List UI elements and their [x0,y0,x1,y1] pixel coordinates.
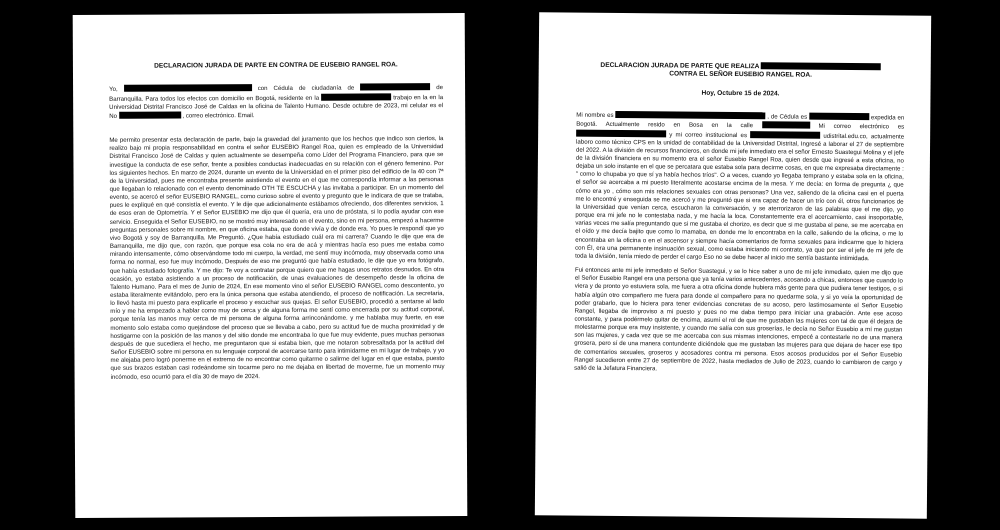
intro-paragraph [109,83,443,120]
redaction-bar [360,84,430,91]
redaction-bar [124,84,252,92]
redaction-bar [809,113,869,121]
document-date: Hoy, Octubre 15 de 2024. [701,89,780,98]
redaction-bar [615,111,765,119]
redaction-bar [762,122,810,129]
intro-text: , correo electrónico. Email. [182,111,255,120]
declaration-paragraph-1 [575,111,904,264]
body-text: udistrital.edu.co, [823,132,868,140]
redaction-bar [119,111,181,118]
document-title: DECLARACION JURADA DE PARTE EN CONTRA DE EUSEBIO RANGEL ROA. [154,61,398,70]
document-subtitle: CONTRA EL SEÑOR EUSEBIO RANGEL ROA. [669,70,813,80]
declaration-body: Me permito presentar esta declaración de parte, bajo la gravedad del juramento que los hechos que indico son ciertos, la realizo bajo mi propia responsabilidad en contra el señor EUSEBIO Rangel Roa, quien es empleado de la Universidad Distrital Francisco José de Caldas y quien actualmente se desempeña como Líder del Programa Financiero, para que se investigue la conducta de ese señor, frente a posibles conductas inadecuadas en su relación con el género femenino. Por los siguientes hechos. En marzo de 2024, durante un evento de la Universidad en el primer piso del edificio de la 40 con 7ª de la Universidad, pues me encontraba presente asistiendo el evento en el que me correspondía informar a las personas que llegaban lo relacionado con el evento denominado OTH TE ESCUCHA y las invitaba a participar. En un momento del evento, se acercó el señor EUSEBIO RANGEL, como curioso sobre el evento y pregunto que le indicara de que se trataba, pues le expliqué en qué consistía el evento. Y le dije que adicionalmente estábamos ofreciendo, dos diferentes servicios, 1 de esos eran de Optometría. Y el Señor EUSEBIO me dijo que él quería, era uno de próstata, si lo podía ayudar con ese servicio. Enseguida el Señor EUSEBIO, no se mostró muy interesado en el evento, sino en mi persona, empezó a hacerme preguntas personales sobre mi nombre, en que oficina estaba, que donde vivía y de donde era. Yo pues le respondí que yo vivo Bogotá y soy de Barranquilla. Me Preguntó. ¿Que había estudiado cuál era mi carrera? Cuando le dije que era de Barranquilla, me dijo que, con razón, que porque esa cola no era de acá y mientras hacía eso pues me estaba como mirando intensamente, cómo observándome todo mi cuerpo, la verdad, me sentí muy incómoda, muy observada como una forma no normal, eso fue muy incómodo, Después de eso me preguntó que había estudiado, le dije que yo era fotógrafo, que había estudiado fotografía. Y me dijo: Te voy a contratar porque quiero que me hagas unos retratos desnudos. En otra ocasión, yo estaba asistiendo a un proceso de notificación, de unas evaluaciones de desempeño desde la oficina de Talento Humano. Para el mes de Junio de 2024, En ese momento vino el señor EUSEBIO RANGEL como descontento, yo estaba literalmente evitándolo, pero era la única persona que estaba atendiendo, el proceso de notificación. La secretaria, lo llevó hasta mi puesto para explicarle el proceso y escuchar sus quejas. El señor EUSEBIO, procedió a sentarse al lado mío y me ha empezado a hablar como muy de cerca y de alguna forma me sentí como encerrada por su actitud corporal, porque tenía las manos muy cerca de mi persona de alguna forma arrinconándome. y me hablaba muy fuerte, en ese momento solo estaba como quejándose del proceso que se llevaba a cabo, pero su actitud fue de mucha proximidad y de hostigarme con la posición de las manos y del sitio donde me encontraba lo que fue muy evidente, pues muchas personas después de que sucediera el hecho, me preguntaron que si estaba bien, que me notaron sobresaltada por la actitud del Señor EUSEBIO sobre mi persona en su lenguaje corporal de acercarse tanto para intimidarme en mi lugar de trabajo, y yo me alejaba pero logró ponerme en el extremo de no encontrar como quitarme o salirme del lugar en el que estaba, puesto que sus brazos estaban casi rodeándome sin tocarme pero no me dejaba en libertad de moverme, fue un momento muy incómodo, eso ocurrió para el día 30 de mayo de 2024. [109,135,445,381]
declaration-paragraph-2: Fui entonces ante mi jefe inmediato el Señor Suastegui, y se lo hice saber a uno de mi jefe inmediato, quien me dijo que el Señor Eusebio Rangel era una persona que ya tenía varios antecedentes, acosando a chicas, entonces que cuando lo viera y de pronto yo estuviera sola, me fuera a otra oficina donde hubiera más gente para que pudiera tener testigos, o si había algún otro compañero me fuera para donde el compañero para no quedarme sola, y si yo veía la oportunidad de poder grabarlo, que lo hiciera para tener evidencias concretas de su acoso, pero lastimosamente el Señor Eusebio Rangel, llegaba de improviso a mi puesto y pues no me daba tiempo para iniciar una grabación. Ante ese acoso constante, y para podérmelo quitar de encima, asumí el rol de que me gustaban las mujeres con tal de que él dejara de molestarme porque era muy insistente, y cuando me salía con sus groserías, le decía no Señor Eusebio a mí me gustan son las mujeres, y cada vez que se me acercaba con sus mismas intenciones, empecé a contestarle no de una manera grosera, pero sí de una manera contundente diciéndole que me gustaban las mujeres para que dejara de hacer ese tipo de comentarios sexuales, groseros y acosadores contra mi persona. Esos acosos producidos por el Señor Eusebio Rangel sucedieron entre 27 de septiembre de 2022, hasta mediados de Julio de 2023, cuando lo cambiaron de cargo y salió de la Jefatura Financiera. [574,266,903,373]
redaction-bar [750,131,820,139]
intro-text: Yo, [109,86,118,94]
intro-text: trabajo en la en la Universidad Distrital Francisco José de Caldas en la oficina de Talento Humano. Desde octubre de 2023, mi celular es el No [109,93,444,120]
redaction-bar [761,62,881,70]
body-text: , de Cédula es [767,113,808,121]
declaration-page-left [73,13,468,518]
body-text: actualmente laboro como técnico CPS en la unidad de contabilidad de la Universidad Distrital, Ingresé a laborar el 27 de septiembre del 2022. A la división de recursos financieros, en donde mi jefe inmediato era el señor Ernesto Suastegui Molina y el jefe de la división financiera en su momento era el señor Eusebio Rangel Roa, quien desde que ingresé a esta oficina, no dejaba un solo instante en el que se percatara que estaba sola para decirme cosas, en que me expresaba directamente : " como lo chupaba yo que sí ya había hechos tríos". O a veces, cuando yo llegaba temprano y estaba sola en la oficina, el señor se acercaba a mi puesto literalmente acostarse encima de la mesa. Y me decía: en forma de pregunta ¿ que cómo era yo , cómo son mis relaciones sexuales con otras personas? Una vez, saliendo de la oficina casi en el puerta me lo encontré y enseguida se me acercó y me preguntó que si era capaz de hacer un trío con él, otros funcionarios de la Universidad que venían cerca, escucharon la conversación, y se aterrorizaron de las palabras que el me dijo, yo porque era mi jefe no le contestaba nada, y me hacía la loca. Constantemente era el acercamiento, casi insoportable, varias veces me salía preguntando que si me gustaba el chorizo, es decir que si me gustaba el pene, se me acercaba en el oído y me decía bajito que como lo mamaba, en donde me lo encontraba en la calle, saliendo de la oficina, o me lo encontraba en la oficina o en el ascensor y siempre hacía comentarios de forma sexuales para indicarme que lo hiciera con Él, era una permanente insinuación sexual, como estaba iniciando mi contrato, ya que por ser el jefe de mi jefe de toda la división, tenía miedo de perder el cargo Eso no se debe hacer al inicio me sentía bastante intimidada. [575,132,905,263]
redaction-bar [576,129,666,137]
body-text: y mi correo institucional es [669,130,748,139]
intro-text: de Barranquilla. Para todos los efectos con domicilio en Bogotá, residente en la [109,84,444,103]
title-text: DECLARACION JURADA DE PARTE QUE REALIZA [600,61,760,71]
body-text: expedida en Bogotá. Actualmente resido en Bosa en la calle [576,114,905,130]
declaration-page-right [535,12,931,518]
body-text: Mi correo electrónico es [818,123,905,131]
body-text: Mi nombre es [576,111,614,120]
intro-text: con Cédula de ciudadanía de [257,84,355,93]
redaction-bar [321,93,391,100]
